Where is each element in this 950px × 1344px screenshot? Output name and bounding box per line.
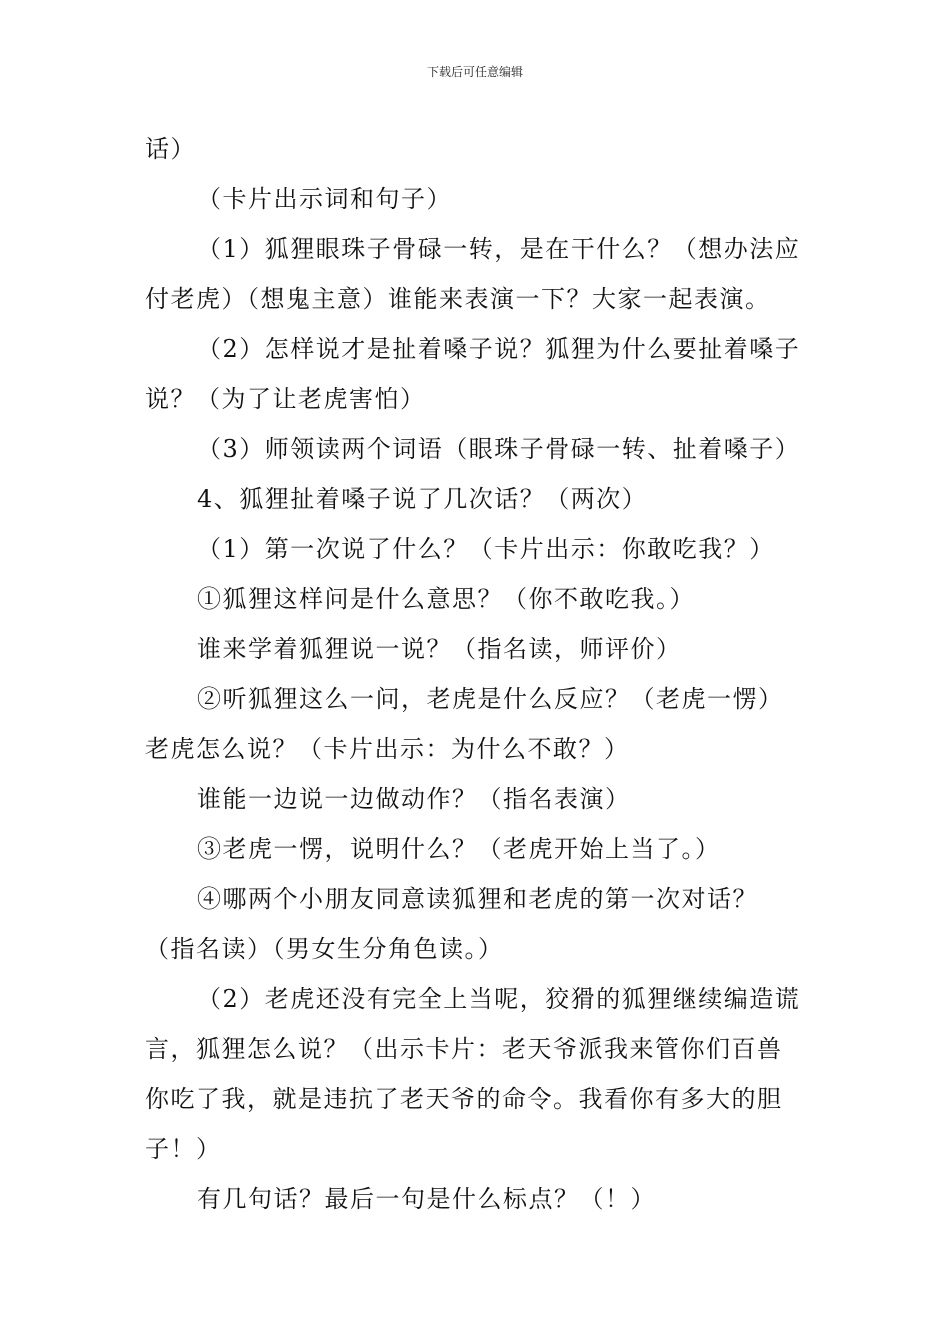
text-line: 你吃了我，就是违抗了老天爷的命令。我看你有多大的胆 (145, 1085, 783, 1113)
text-line: 有几句话？最后一句是什么标点？（！） (197, 1185, 656, 1213)
text-line: ④哪两个小朋友同意读狐狸和老虎的第一次对话？ (197, 885, 758, 913)
text-line: ②听狐狸这么一问，老虎是什么反应？（老虎一愣） (197, 685, 784, 713)
text-line: 言，狐狸怎么说？（出示卡片：老天爷派我来管你们百兽 (145, 1035, 783, 1063)
text-line: 说？（为了让老虎害怕） (145, 385, 426, 413)
text-line: ③老虎一愣，说明什么？（老虎开始上当了。） (197, 835, 721, 863)
text-line: 4、狐狸扯着嗓子说了几次话？（两次） (197, 485, 648, 513)
text-line: （指名读）（男女生分角色读。） (145, 935, 504, 963)
text-line: （2）怎样说才是扯着嗓子说？狐狸为什么要扯着嗓子 (197, 335, 801, 363)
text-line: ①狐狸这样问是什么意思？（你不敢吃我。） (197, 585, 695, 613)
text-line: （1）狐狸眼珠子骨碌一转，是在干什么？（想办法应 (197, 235, 801, 263)
text-line: （2）老虎还没有完全上当呢，狡猾的狐狸继续编造谎 (197, 985, 801, 1013)
text-line: 谁能一边说一边做动作？（指名表演） (197, 785, 631, 813)
text-line: 谁来学着狐狸说一说？（指名读，师评价） (197, 635, 682, 663)
text-line: 话） (145, 135, 196, 163)
page-header: 下载后可任意编辑 (426, 65, 523, 79)
text-line: （1）第一次说了什么？（卡片出示：你敢吃我？） (197, 535, 775, 563)
text-line: 子！） (145, 1135, 222, 1163)
text-line: （3）师领读两个词语（眼珠子骨碌一转、扯着嗓子） (197, 435, 801, 463)
text-line: 付老虎）（想鬼主意）谁能来表演一下？大家一起表演。 (145, 285, 771, 313)
text-line: （卡片出示词和句子） (197, 185, 452, 213)
text-line: 老虎怎么说？（卡片出示：为什么不敢？） (145, 735, 630, 763)
